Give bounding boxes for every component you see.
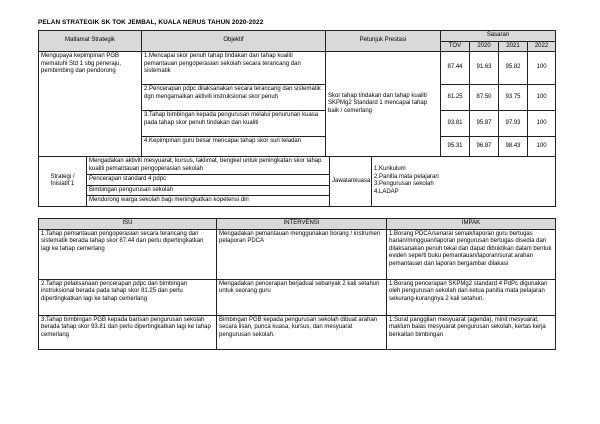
target-2020: 91.63 xyxy=(470,52,499,85)
impak-cell: 1.Surat panggilan mesyuarat (agenda), minit mesyuarat, maklum balas mesyuarat pengurusan sekolah, kertas kerja berkaitan bimbingan xyxy=(387,315,556,349)
isu-cell: 3.Tahap bimbingan PGB kepada barisan pengurusan sekolah berada tahap skor 93.81 dan perlu dipertingkatkan lagi ke tahap cemerlang xyxy=(39,315,217,349)
matlamat-cell: Mengupaya kepimpinan PGB mematuhi Std 1 sbg peneraju, pembimbing dan pendorong xyxy=(39,52,142,157)
tov-value: 95.31 xyxy=(441,137,470,157)
header-objektif: Objektif xyxy=(142,31,326,52)
strategi-item: Pencerapan standard 4 pdpc xyxy=(87,175,330,186)
strategic-plan-table xyxy=(38,30,556,157)
header-matlamat: Matlamat Strategik xyxy=(39,31,142,52)
strategy-table xyxy=(38,156,556,207)
intervensi-cell: Mengadakan pencerapan berjadual sebanyak 2 kali setahun untuk seorang guru xyxy=(217,279,387,315)
header-impak: IMPAK xyxy=(387,219,556,230)
target-2022: 100 xyxy=(528,85,556,111)
strategi-label: Strategi / Inisiatif 1 xyxy=(39,157,87,207)
strategi-item: Mengadakan aktiviti mesyuarat, kursus, taklimat, bengkel untuk peningkatan skor tahap kualiti pemantauan pengoperasian sekolah xyxy=(87,157,330,175)
target-2021: 93.75 xyxy=(499,85,528,111)
target-2020: 95.87 xyxy=(470,111,499,137)
target-2021: 97.93 xyxy=(499,111,528,137)
target-2022: 100 xyxy=(528,137,556,157)
header-sasaran: Sasaran xyxy=(441,31,556,42)
header-year-2021: 2021 xyxy=(499,41,528,52)
tov-value: 87.44 xyxy=(441,52,470,85)
header-intervensi: INTERVENSI xyxy=(217,219,387,230)
intervensi-cell: Bimbingan PGB kepada pengurusan sekolah dibuat arahan secara lisan, punca kuasa, kursus, dan mesyuarat pengurusan sekolah. xyxy=(217,315,387,349)
isu-table xyxy=(38,218,556,350)
table-row xyxy=(39,315,556,349)
header-isu: ISU xyxy=(39,219,217,230)
target-2022: 100 xyxy=(528,111,556,137)
objektif-cell: 2.Pencerapan pdpc dilaksanakan secara terancang dan sistematik dgn mengamalkan aktiviti instruksional skor penuh xyxy=(142,85,326,111)
strategi-item: Mendorong warga sekolah bagi meningkatkan kopetensi diri xyxy=(87,196,330,207)
page-title: PELAN STRATEGIK SK TOK JEMBAL, KUALA NERUS TAHUN 2020-2022 xyxy=(38,19,264,26)
isu-cell: 2.Tahap pelaksanaan pencerapan pdpc dan bimbingan instruksional berada pada tahap skor 81.25 dan perlu dipertingkatkan lagi ke tahap cemerlang xyxy=(39,279,217,315)
isu-cell: 1.Tahap pemantauan pengoperasian secara terancang dan sistematik berada tahap skor 87.44 dan perlu dipertingkatkan lagi ke tahap cemerlang xyxy=(39,229,217,279)
tov-value: 81.25 xyxy=(441,85,470,111)
header-year-tov: TOV xyxy=(441,41,470,52)
table-row xyxy=(39,279,556,315)
petunjuk-cell: Skor tahap tindakan dan tahap kualiti SKPMg2 Standard 1 mencapai tahap baik / cemerlang xyxy=(326,52,441,157)
jawatankuasa-list: 1.Kurikulum 2.Panitia mata pelajaran 3.Pengurusan sekolah 4.LADAP xyxy=(372,157,556,207)
impak-cell: 1.Borang pencerapan SKPMg2 standard 4 PdPc digunakan oleh pengurusan sekolah dan ketua panitia mata pelajaran sekurang-kurangnya 2 kali setahun. xyxy=(387,279,556,315)
target-2020: 96.87 xyxy=(470,137,499,157)
header-year-2022: 2022 xyxy=(528,41,556,52)
strategi-item: Bimbingan pengurusan sekolah xyxy=(87,185,330,196)
impak-cell: 1.Borang PDCA/senarai semak/laporan guru bertugas harian/mingguan/laporan pengurusan bertugas disedia dan dilaksanakan penuh tekal dan dapat dibuktikan dalam bentuk eviden seperti buku pemantauan/laporan/surat arahan pemantauan dan laporan bergambar dilakasi xyxy=(387,229,556,279)
table-row xyxy=(39,52,556,85)
target-2021: 98.43 xyxy=(499,137,528,157)
table-row xyxy=(39,229,556,279)
tov-value: 93.81 xyxy=(441,111,470,137)
header-year-2020: 2020 xyxy=(470,41,499,52)
objektif-cell: 1.Mencapai skor penuh tahap tindakan dan tahap kualiti pemantauan pengoperasian sekolah secara terancang dan sistematik xyxy=(142,52,326,85)
jawatankuasa-label: Jawatankuasa xyxy=(330,157,372,207)
target-2022: 100 xyxy=(528,52,556,85)
intervensi-cell: Mengadakan pemantauan menggunakan borang / instrumen pelaporan PDCA xyxy=(217,229,387,279)
header-petunjuk: Petunjuk Prestasi xyxy=(326,31,441,52)
target-2021: 95.82 xyxy=(499,52,528,85)
target-2020: 87.50 xyxy=(470,85,499,111)
objektif-cell: 3.Tahap bimbingan kepada pengurusan melalui penurunan kuasa pada tahap skor penuh tindakan dan kualiti xyxy=(142,111,326,137)
objektif-cell: 4.Kepimpinan guru besar mencapai tahap skor suri teladan xyxy=(142,137,326,157)
